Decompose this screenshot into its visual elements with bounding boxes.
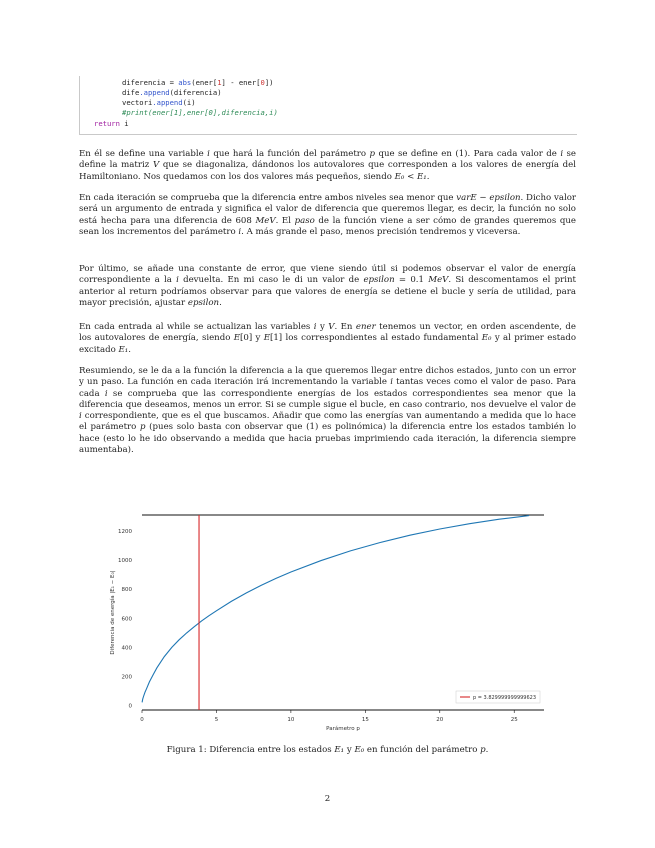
y-tick-label: 800 [121,587,132,594]
y-axis-label: Diferencia de energía |E₁ − E₀| [110,570,116,655]
legend-label: p = 3.829999999999623 [473,695,537,701]
code-listing [79,76,577,135]
page-number: 2 [324,794,331,804]
data-curve [142,516,529,703]
y-tick-label: 400 [121,645,132,652]
y-tick-label: 1200 [118,529,132,536]
y-tick-label: 600 [121,616,132,623]
code-line-3: vectori.append(i) [122,98,196,107]
x-tick-label: 15 [361,717,369,723]
code-line-5: return i [94,119,129,128]
code-line-1: diferencia = abs(ener[1] - ener[0]) [122,78,274,87]
y-tick-label: 1000 [118,558,132,565]
x-tick-label: 10 [287,717,295,723]
code-line-2: dife.append(diferencia) [122,88,222,97]
x-tick-label: 25 [510,717,518,723]
paragraph-3: Por último, se añade una constante de error, que viene siendo útil si podemos observar el valor de energía correspondiente a la i devuelta. En mi caso le di un valor de epsilon = 0.1 MeV. Si descomentamos el print anterior al return podríamos observar para que valores de energía se detiene el bucle y sería de utilidad, para mayor precisión, ajustar epsilon. [79,264,576,308]
figure-chart [100,505,560,735]
x-tick-label: 0 [140,717,144,723]
paragraph-4: En cada entrada al while se actualizan las variables i y V. En ener tenemos un vector, en orden ascendente, de los autovalores de energía, siendo E[0] y E[1] los correspondientes al estado fundamental E₀ y al primer estado excitado E₁. [79,322,576,355]
paragraph-5: Resumiendo, se le da a la función la diferencia a la que queremos llegar entre dichos estados, junto con un error y un paso. La función en cada iteración irá incrementando la variable i tantas veces como el valor de paso. Para cada i se comprueba que las correspondiente energías de los estados correspondientes sea menor que la diferencia que deseamos, menos un error. Si se cumple sigue el bucle, en caso contrario, nos devuelve el valor de i correspondiente, que es el que buscamos. Añadir que como las energías van aumentando a medida que lo hace el parámetro p (pues solo basta con observar que (1) es polinómica) la diferencia entre los estados también lo hace (esto lo he ido observando a medida que hacia pruebas imprimiendo cada iteración, la diferencia siempre aumentaba). [79,366,577,456]
x-tick-label: 20 [436,717,444,723]
figure-caption: Figura 1: Diferencia entre los estados E₁ y E₀ en función del parámetro p. [166,745,489,755]
x-axis-label: Parámetro p [326,726,360,732]
x-tick-label: 5 [214,717,219,723]
paragraph-1: En él se define una variable i que hará la función del parámetro p que se define en (1). Para cada valor de i se define la matriz V que se diagonaliza, dándonos los autovalores que corresponden a los valores de energía del Hamiltoniano. Nos quedamos con los dos valores más pequeños, siendo E₀ < E₁. [79,149,577,182]
y-tick-label: 200 [121,674,132,681]
code-line-4: #print(ener[1],ener[0],diferencia,i) [122,108,278,117]
y-tick-label: 0 [128,703,132,710]
paragraph-2: En cada iteración se comprueba que la diferencia entre ambos niveles sea menor que varE − epsilon. Dicho valor será un argumento de entrada y significa el valor de diferencia que queremos llegar, es decir, la función no solo está hecha para una diferencia de 608 MeV. El paso de la función viene a ser cómo de grandes queremos que sean los incrementos del parámetro i. A más grande el paso, menos precisión tendremos y viceversa. [79,193,576,237]
